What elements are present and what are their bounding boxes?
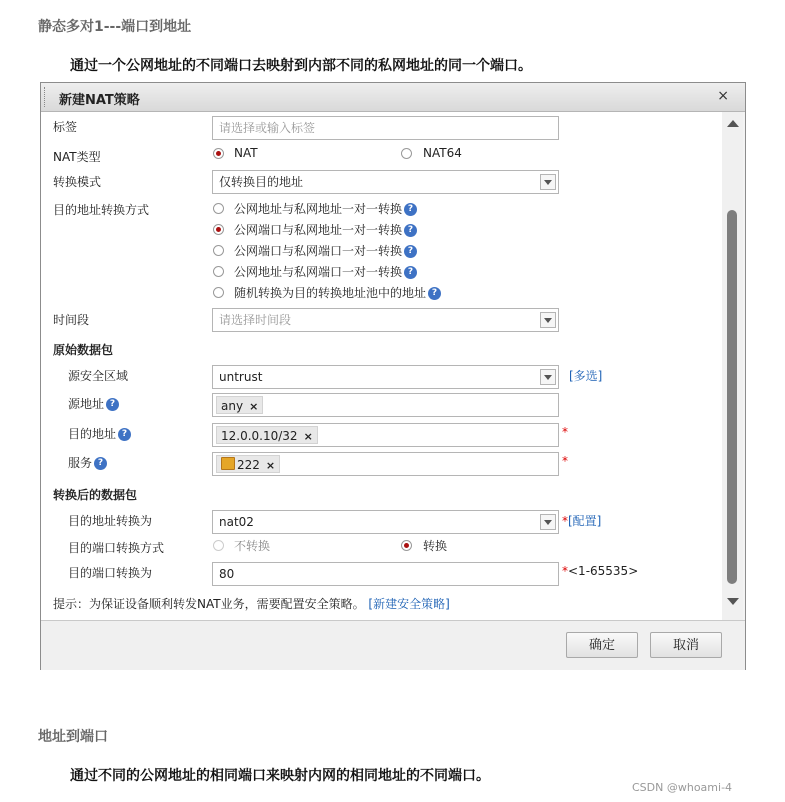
help-icon[interactable]: ? <box>404 266 417 279</box>
dst-addr-tag: 12.0.0.10/32 × <box>216 426 318 444</box>
remove-tag-icon[interactable]: × <box>303 430 313 443</box>
ok-button[interactable]: 确定 <box>566 632 638 658</box>
dst-opt-5-label: 随机转换为目的转换地址池中的地址 ? <box>234 284 441 301</box>
required-marker: * <box>562 454 568 468</box>
src-zone-select[interactable] <box>212 365 559 389</box>
port-method-label: 目的端口转换方式 <box>68 541 165 555</box>
new-nat-policy-dialog <box>40 82 746 670</box>
help-icon[interactable]: ? <box>404 224 417 237</box>
help-icon[interactable]: ? <box>404 203 417 216</box>
dialog-body <box>41 112 743 620</box>
dst-translate-value: nat02 <box>219 515 254 529</box>
dst-addr-label: 目的地址 ? <box>68 425 131 442</box>
help-icon[interactable]: ? <box>118 428 131 441</box>
drag-grip-icon <box>44 87 48 107</box>
help-icon[interactable]: ? <box>428 287 441 300</box>
orig-packet-heading: 原始数据包 <box>53 343 114 357</box>
dst-opt-1-radio[interactable] <box>213 203 224 214</box>
hint-text: 提示：为保证设备顺利转发NAT业务，需要配置安全策略。 [新建安全策略] <box>53 597 450 611</box>
dialog-titlebar[interactable] <box>41 83 745 112</box>
scrollbar-thumb[interactable] <box>727 210 737 584</box>
mode-label: 转换模式 <box>53 175 102 189</box>
tag-label: 标签 <box>53 120 78 134</box>
nat-type-label: NAT类型 <box>53 150 101 164</box>
dst-opt-4-label: 公网地址与私网端口一对一转换 ? <box>234 263 417 280</box>
nat-type-nat64-radio[interactable] <box>401 148 412 159</box>
time-label: 时间段 <box>53 313 90 327</box>
time-placeholder: 请选择时间段 <box>219 313 292 327</box>
src-addr-input[interactable] <box>212 393 559 417</box>
port-translate-radio[interactable] <box>401 540 412 551</box>
chevron-down-icon[interactable] <box>540 514 556 530</box>
chevron-down-icon[interactable] <box>540 174 556 190</box>
dst-opt-5-radio[interactable] <box>213 287 224 298</box>
chevron-down-icon[interactable] <box>540 312 556 328</box>
nat-type-nat-label: NAT <box>234 146 258 160</box>
src-zone-value: untrust <box>219 370 263 384</box>
dst-translate-select[interactable] <box>212 510 559 534</box>
vertical-scrollbar[interactable] <box>722 112 743 620</box>
after-packet-heading: 转换后的数据包 <box>53 488 138 502</box>
port-no-translate-radio[interactable] <box>213 540 224 551</box>
help-icon[interactable]: ? <box>404 245 417 258</box>
required-marker: * <box>562 425 568 439</box>
dst-opt-1-label: 公网地址与私网地址一对一转换 ? <box>234 200 417 217</box>
help-icon[interactable]: ? <box>106 398 119 411</box>
port-translate-label: 转换 <box>423 539 448 553</box>
port-translate-value: 80 <box>219 567 235 581</box>
scroll-up-arrow-icon[interactable] <box>727 120 739 127</box>
multi-select-link[interactable]: [多选] <box>569 369 603 383</box>
dialog-footer <box>41 620 745 670</box>
dialog-title: 新建NAT策略 <box>59 93 140 108</box>
config-link[interactable]: [配置] <box>568 514 602 528</box>
port-no-translate-label: 不转换 <box>234 539 271 553</box>
doc-paragraph-1: 通过一个公网地址的不同端口去映射到内部不同的私网地址的同一个端口。 <box>70 58 532 74</box>
src-addr-label: 源地址 ? <box>68 395 119 412</box>
port-translate-to-label: 目的端口转换为 <box>68 566 153 580</box>
tag-placeholder: 请选择或输入标签 <box>219 121 316 135</box>
time-select[interactable] <box>212 308 559 332</box>
new-security-policy-link[interactable]: [新建安全策略] <box>368 597 450 611</box>
doc-heading-1: 静态多对1---端口到地址 <box>38 19 192 35</box>
dst-method-label: 目的地址转换方式 <box>53 203 150 217</box>
nat-type-nat-radio[interactable] <box>213 148 224 159</box>
dst-addr-input[interactable] <box>212 423 559 447</box>
dst-opt-2-label: 公网端口与私网地址一对一转换 ? <box>234 221 417 238</box>
scroll-down-arrow-icon[interactable] <box>727 598 739 605</box>
remove-tag-icon[interactable]: × <box>249 400 259 413</box>
mode-select[interactable] <box>212 170 559 194</box>
help-icon[interactable]: ? <box>94 457 107 470</box>
config-link-wrap: *[配置] <box>562 514 602 528</box>
service-label: 服务 ? <box>68 454 107 471</box>
cancel-button[interactable]: 取消 <box>650 632 722 658</box>
service-input[interactable] <box>212 452 559 476</box>
src-zone-label: 源安全区域 <box>68 369 129 383</box>
dst-opt-4-radio[interactable] <box>213 266 224 277</box>
service-icon <box>221 457 235 470</box>
dst-opt-3-radio[interactable] <box>213 245 224 256</box>
port-range-hint: *<1-65535> <box>562 564 639 578</box>
doc-heading-2: 地址到端口 <box>38 729 108 745</box>
port-translate-input[interactable] <box>212 562 559 586</box>
dst-opt-2-radio[interactable] <box>213 224 224 235</box>
nat-type-nat64-label: NAT64 <box>423 146 462 160</box>
watermark: CSDN @whoami-4 <box>632 781 733 794</box>
remove-tag-icon[interactable]: × <box>265 459 276 472</box>
src-addr-tag: any × <box>216 396 263 414</box>
mode-value: 仅转换目的地址 <box>219 175 304 189</box>
chevron-down-icon[interactable] <box>540 369 556 385</box>
tag-input[interactable] <box>212 116 559 140</box>
doc-paragraph-2: 通过不同的公网地址的相同端口来映射内网的相同地址的不同端口。 <box>70 768 490 784</box>
dst-translate-label: 目的地址转换为 <box>68 514 153 528</box>
service-tag: 222 × <box>216 455 280 473</box>
close-icon[interactable]: × <box>717 88 729 104</box>
dst-opt-3-label: 公网端口与私网端口一对一转换 ? <box>234 242 417 259</box>
